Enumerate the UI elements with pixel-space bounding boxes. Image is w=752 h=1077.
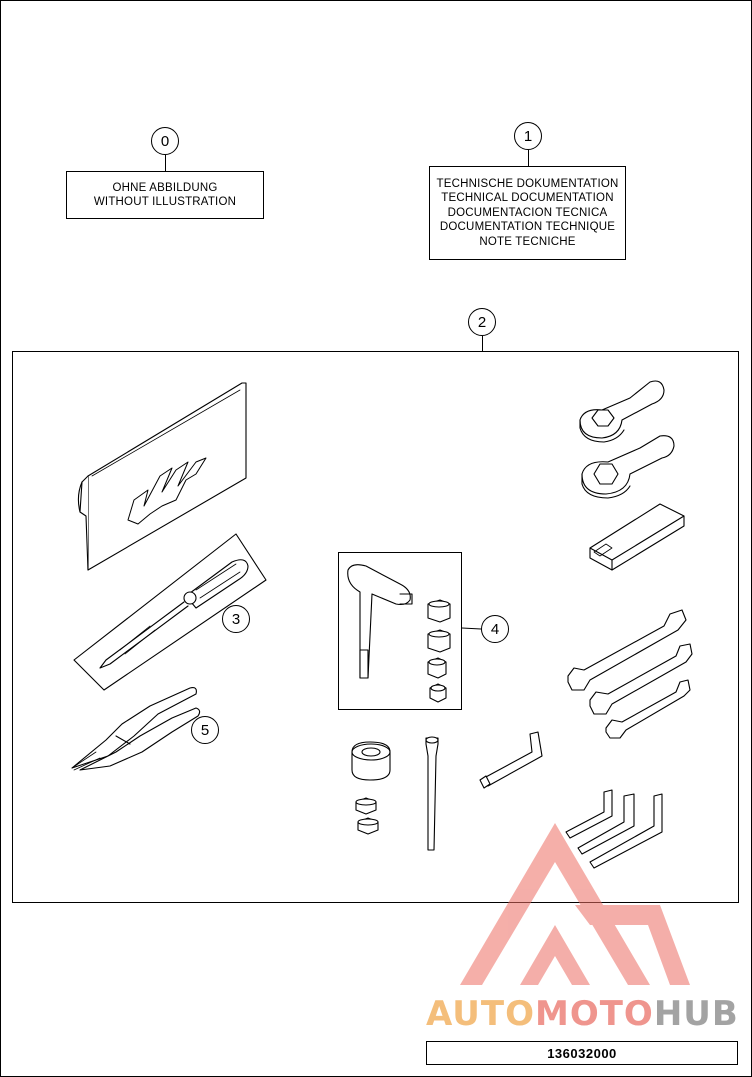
callout-0-label: 0 — [160, 132, 170, 150]
callout-1-label: 1 — [523, 127, 533, 145]
callout-5-label: 5 — [200, 721, 210, 739]
callout-3-label: 3 — [231, 610, 241, 628]
callout-4-label: 4 — [490, 620, 500, 638]
callout-4[interactable] — [481, 615, 509, 643]
box0-line-2: WITHOUT ILLUSTRATION — [93, 196, 237, 208]
callout-3[interactable] — [222, 605, 250, 633]
callout-1[interactable] — [514, 122, 542, 150]
part-number-box — [426, 1041, 738, 1065]
callout-5[interactable] — [191, 716, 219, 744]
leader-line-4 — [462, 628, 481, 629]
watermark-part-2: MOTO — [534, 994, 654, 1034]
box1-line-3: DOCUMENTACION TECNICA — [447, 206, 608, 219]
box1-line-1: TECHNISCHE DOKUMENTATION — [436, 177, 619, 190]
watermark-part-1: AUTO — [426, 994, 535, 1034]
box1-line-2: TECHNICAL DOCUMENTATION — [441, 192, 614, 205]
callout-2-label: 2 — [477, 313, 487, 331]
box1-line-4: DOCUMENTATION TECHNIQUE — [439, 221, 616, 234]
part-number: 136032000 — [547, 1045, 617, 1061]
callout-0[interactable] — [151, 127, 179, 155]
watermark-part-3: HUB — [653, 994, 739, 1034]
box1-line-5: NOTE TECNICHE — [479, 235, 576, 248]
callout-2[interactable] — [468, 308, 496, 336]
box0-line-1: OHNE ABBILDUNG — [112, 181, 218, 194]
watermark-text — [426, 994, 739, 1034]
